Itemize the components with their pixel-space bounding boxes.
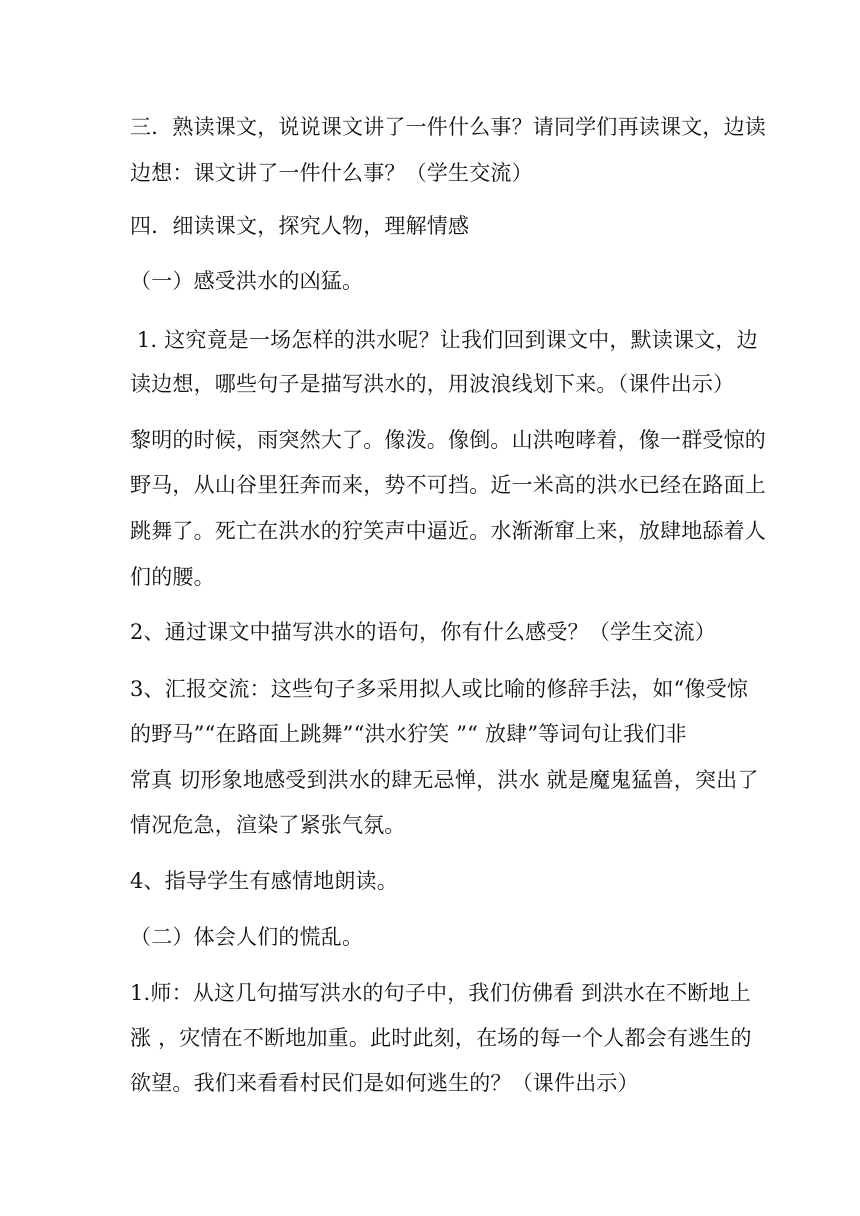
subsection-heading: （二）体会人们的慌乱。 — [130, 925, 364, 949]
text-line: 1.师：从这几句描写洪水的句子中，我们仿佛看 到洪水在不断地上 — [130, 981, 751, 1005]
text-line: 4、指导学生有感情地朗读。 — [130, 869, 398, 893]
text-line: 2、通过课文中描写洪水的语句，你有什么感受？（学生交流） — [130, 620, 716, 644]
text-line: 3、汇报交流：这些句子多采用拟人或比喻的修辞手法，如“像受惊 — [130, 677, 749, 701]
subsection-heading: （一）感受洪水的凶猛。 — [130, 269, 364, 293]
section-heading: 四．细读课文，探究人物，理解情感 — [130, 214, 470, 238]
text-line: 三．熟读课文，说说课文讲了一件什么事？请同学们再读课文，边读 — [130, 115, 766, 139]
text-line: 涨 ，灾情在不断地加重。此时此刻，在场的每一个人都会有逃生的 — [130, 1026, 752, 1050]
quoted-passage-line: 黎明的时候，雨突然大了。像泼。像倒。山洪咆哮着，像一群受惊的 — [130, 428, 766, 452]
quoted-passage-line: 们的腰。 — [130, 565, 215, 589]
text-line: 的野马”“在路面上跳舞”“洪水狞笑 ”“ 放肆”等词句让我们非 — [130, 722, 687, 746]
text-line: 欲望。我们来看看村民们是如何逃生的？（课件出示） — [130, 1071, 639, 1095]
text-line: 常真 切形象地感受到洪水的肆无忌惮，洪水 就是魔鬼猛兽，突出了 — [130, 768, 759, 792]
text-line: 边想：课文讲了一件什么事？（学生交流） — [130, 161, 533, 185]
text-line: 1. 这究竟是一场怎样的洪水呢？让我们回到课文中，默读课文，边 — [130, 328, 758, 352]
quoted-passage-line: 跳舞了。死亡在洪水的狞笑声中逼近。水渐渐窜上来，放肆地舔着人 — [130, 519, 766, 543]
quoted-passage-line: 野马，从山谷里狂奔而来，势不可挡。近一米高的洪水已经在路面上 — [130, 473, 766, 497]
text-line: 情况危急，渲染了紧张气氛。 — [130, 813, 406, 837]
text-line: 读边想，哪些句子是描写洪水的，用波浪线划下来。（课件出示） — [130, 372, 735, 396]
